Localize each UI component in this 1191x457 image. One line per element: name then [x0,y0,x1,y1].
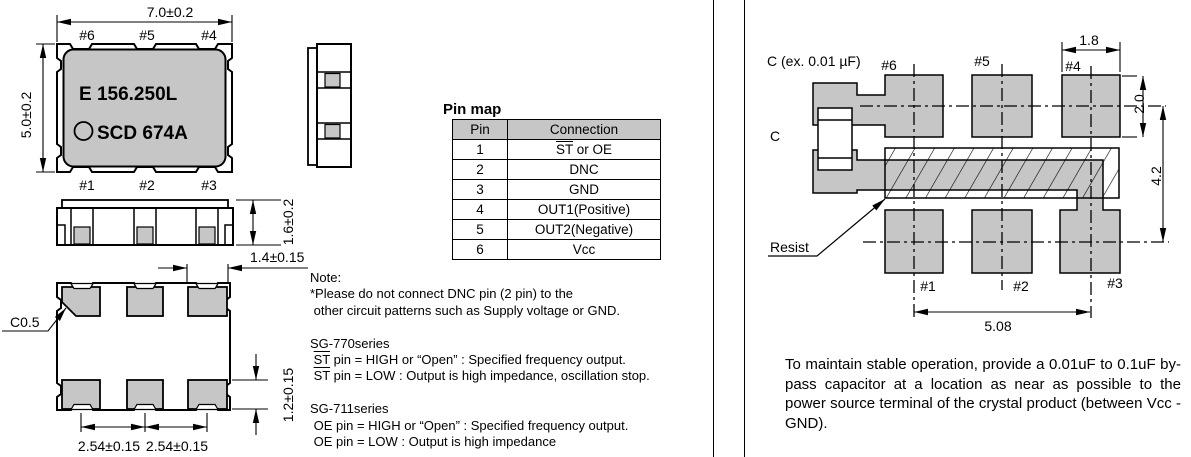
dim-body-height: 5.0±0.2 [18,91,34,139]
side-view-horizontal [57,198,296,245]
note-line: $\overline{ST}$ pin = LOW : Output is high impedance, oscillation stop. [313,368,650,384]
pin-number-cell: 3 [453,180,508,200]
pin-number-cell: 1 [453,140,508,160]
pin-number-cell: 6 [453,240,508,260]
land-pad-label-2: #2 [1013,278,1029,294]
note-line: *Please do not connect DNC pin (2 pin) to the [310,286,574,302]
dim-pad-width-group [158,249,308,282]
pin-connection-cell: Vcc [508,240,661,260]
pin-map-row [453,180,661,200]
top-view [18,4,232,193]
pin-connection-cell: DNC [508,160,661,180]
land-pad-label-4: #4 [1065,58,1081,74]
dim-pitch-b: 2.54±0.15 [145,438,209,454]
note-line: OE pin = LOW : Output is high impedance [310,434,557,450]
pin-connection-cell: OUT2(Negative) [508,220,661,240]
pin-label-top-4: #4 [201,27,217,43]
note-line: $\overline{ST}$ pin = HIGH or “Open” : Specified frequency output. [313,352,626,368]
marking-line1: E 156.250L [79,84,178,105]
note-line: other circuit patterns such as Supply voltage or GND. [310,302,620,318]
note-line: OE pin = HIGH or “Open” : Specified frequency output. [310,417,629,433]
pin-label-bottom-3: #3 [201,177,217,193]
land-dim-col-span: 5.08 [984,318,1012,334]
pad [127,287,163,316]
land-dim-pad-height: 2.0 [1131,94,1147,114]
pin-map-row [453,240,661,260]
land-pad-label-5: #5 [974,53,990,69]
notes-block [310,270,730,450]
land-pad-label-1: #1 [920,278,936,294]
land-pad-label-6: #6 [881,57,897,73]
land-dim-pad-width: 1.8 [1079,32,1099,48]
pin-map-row [453,140,661,160]
side-view-vertical [308,44,351,167]
pin-map-body [453,140,661,260]
pin-connection-cell: GND [508,180,661,200]
note-line: SG-770series [310,335,390,351]
pin-label-bottom-1: #1 [79,177,95,193]
pin-number-cell: 2 [453,160,508,180]
dim-thickness: 1.6±0.2 [280,198,296,246]
pin-map-header-pin: Pin [453,120,508,140]
land-pad-label-3: #3 [1107,275,1123,291]
pin-label-top-6: #6 [79,27,95,43]
dim-pad-height-lines [232,354,268,435]
dim-body-width: 7.0±0.2 [146,4,194,20]
bypass-capacitor [818,108,852,170]
dim-body-height-lines [36,44,55,172]
note-line: Note: [310,270,342,285]
dim-pad-width: 1.4±0.15 [250,249,305,265]
dim-chamfer: C0.5 [10,314,40,330]
marking-line2: SCD 674A [97,123,188,144]
pin-connection-cell: $\overline{ST}$ or OE [508,140,661,160]
pin-map-table [452,119,661,260]
cap-value-label: C (ex. 0.01 µF) [767,53,861,69]
resist-label: Resist [770,239,809,255]
bypass-note: To maintain stable operation, provide a 0.01uF to 0.1uF by-pass capacitor at a location as near as possible to the power source terminal of the crystal product (between Vcc - GND). [785,356,1181,432]
cap-ref-label: C [770,128,781,144]
pad [188,287,227,316]
dim-pad-height: 1.2±0.15 [280,367,296,423]
pin-connection-cell: OUT1(Positive) [508,200,661,220]
pin-map-header-connection: Connection [508,120,661,140]
pin-number-cell: 5 [453,220,508,240]
top-view-body [64,50,226,167]
pin-number-cell: 4 [453,200,508,220]
dim-pitch-a: 2.54±0.15 [77,438,141,454]
bottom-view [2,283,296,454]
pin-map-row [453,160,661,180]
land-dim-row-pitch: 4.2 [1148,166,1164,186]
pin-label-bottom-2: #2 [139,177,155,193]
pin-map-title: Pin map [443,101,502,118]
pin-map-row [453,200,661,220]
note-line [310,319,730,335]
note-line: SG-711series [310,401,389,417]
dim-pitch-lines [81,413,207,432]
dim-thickness-lines [236,200,281,245]
note-line [310,385,730,401]
pin-map-row [453,220,661,240]
pin-label-top-5: #5 [139,27,155,43]
section-divider-left [713,0,714,457]
